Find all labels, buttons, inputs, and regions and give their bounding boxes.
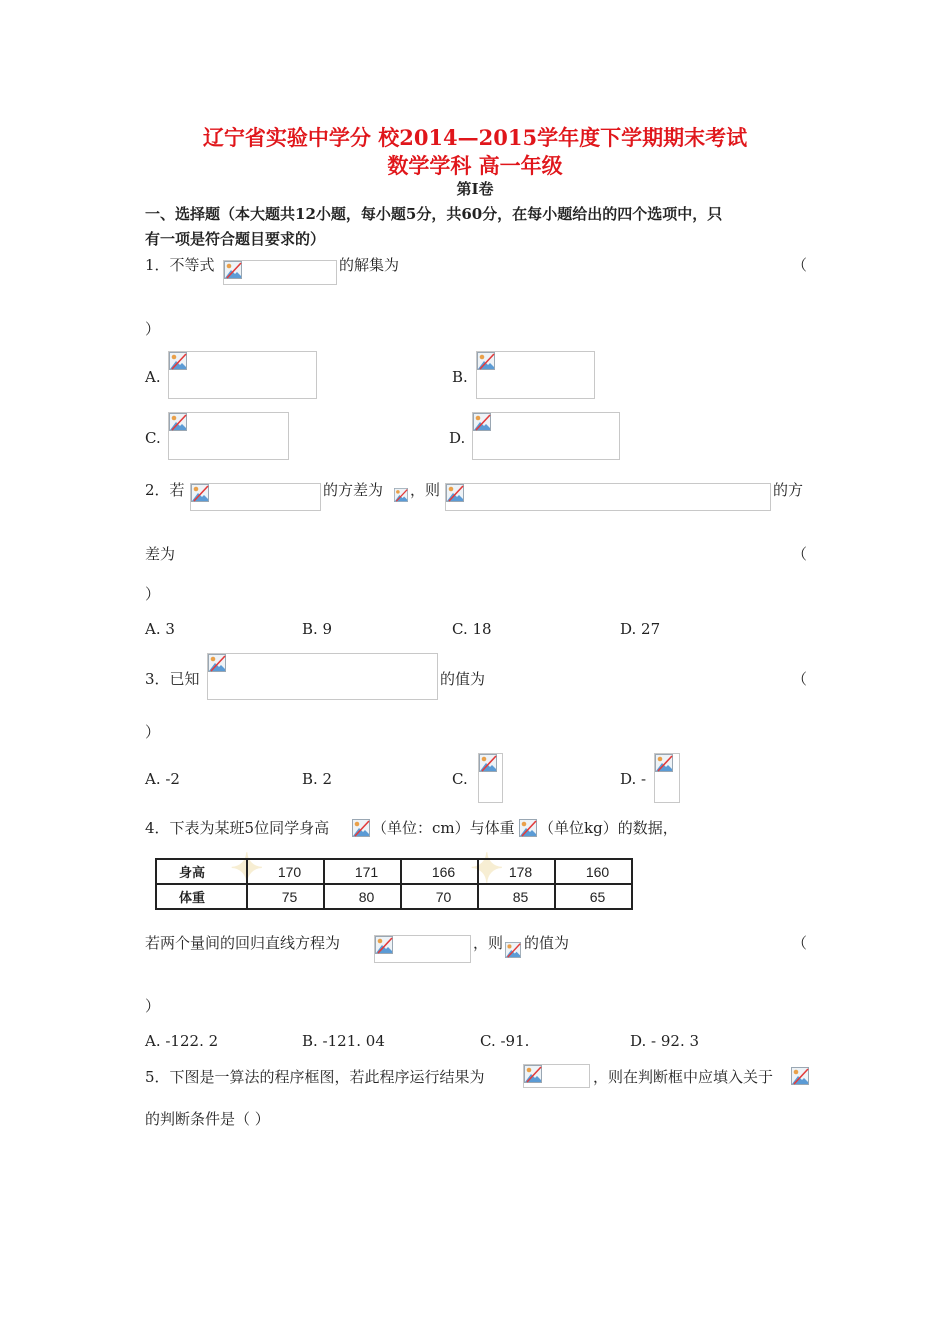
q2-left-paren: （: [792, 545, 808, 563]
table-row: [156, 859, 632, 884]
q4-text-6: 的值为: [524, 934, 570, 952]
broken-image-icon: [505, 942, 521, 958]
q2-mid1: 的方差为: [323, 481, 384, 499]
q1-option-b-image: [476, 351, 595, 399]
table-cell: 166: [401, 859, 478, 884]
q3-right-paren: ）: [145, 723, 161, 741]
broken-image-icon: [477, 352, 495, 370]
table-cell: 身高: [156, 859, 247, 884]
q2-option-d: D. 27: [620, 620, 661, 638]
q1-prefix: 1．不等式: [145, 256, 215, 274]
broken-image-icon: [791, 1067, 809, 1085]
section-instructions-2: 有一项是符合题目要求的）: [145, 230, 326, 248]
section-instructions-1: 一、选择题（本大题共12小题，每小题5分，共60分，在每小题给出的四个选项中，只: [145, 205, 723, 223]
q4-weight-var-image: [519, 819, 537, 837]
table-cell: 178: [478, 859, 555, 884]
q4-text-2: （单位：cm）与体重: [372, 819, 515, 837]
q3-option-c-label: C.: [452, 770, 468, 788]
q2-option-a: A. 3: [145, 620, 175, 638]
q4-text-1: 4．下表为某班5位同学身高: [145, 819, 330, 837]
broken-image-icon: [191, 484, 209, 502]
volume-label: 第Ⅰ卷: [456, 180, 494, 198]
broken-image-icon: [224, 261, 242, 279]
q4-text-4: 若两个量间的回归直线方程为: [145, 934, 341, 952]
q3-option-b: B. 2: [302, 770, 333, 788]
q2-data-image: [190, 483, 321, 511]
q5-result-image: [523, 1064, 590, 1088]
q2-option-b: B. 9: [302, 620, 333, 638]
table-cell: 171: [324, 859, 401, 884]
table-row: [156, 884, 632, 909]
q1-option-a-label: A.: [145, 368, 161, 386]
q5-var-image: [791, 1067, 809, 1085]
broken-image-icon: [169, 413, 187, 431]
q4-option-b: B. -121. 04: [302, 1032, 385, 1050]
broken-image-icon: [479, 754, 497, 772]
q1-option-c-image: [168, 412, 289, 460]
q1-left-paren: （: [792, 256, 808, 274]
table-cell: 85: [478, 884, 555, 909]
watermark: ✦: [230, 845, 264, 892]
q1-inequality-image: [223, 260, 337, 285]
q2-right-paren: ）: [145, 585, 161, 603]
table-cell: 170: [247, 859, 324, 884]
q3-option-d-label: D. -: [620, 770, 647, 788]
broken-image-icon: [524, 1065, 542, 1083]
exam-title: 辽宁省实验中学分 校2014—2015学年度下学期期末考试: [202, 125, 748, 150]
q3-left-paren: （: [792, 670, 808, 688]
q3-option-d-image: [654, 753, 680, 803]
table-cell: 体重: [156, 884, 247, 909]
broken-image-icon: [375, 936, 393, 954]
q3-option-c-image: [478, 753, 503, 803]
q4-text-3: （单位kg）的数据，: [539, 819, 678, 837]
q3-prefix: 3．已知: [145, 670, 200, 688]
watermark: ✦: [470, 845, 504, 892]
q2-continuation: 差为: [145, 545, 176, 563]
q4-option-a: A. -122. 2: [145, 1032, 219, 1050]
table-cell: 75: [247, 884, 324, 909]
q1-option-a-image: [168, 351, 317, 399]
q1-suffix: 的解集为: [339, 256, 400, 274]
broken-image-icon: [169, 352, 187, 370]
q4-right-paren: ）: [145, 997, 161, 1015]
q4-left-paren: （: [792, 934, 808, 952]
table-cell: 65: [555, 884, 632, 909]
q2-mid2: ，则: [410, 481, 441, 499]
q4-regression-image: [374, 935, 471, 963]
q2-transformed-data-image: [445, 483, 771, 511]
q4-option-c: C. -91.: [480, 1032, 530, 1050]
broken-image-icon: [208, 654, 226, 672]
q1-option-d-label: D.: [449, 429, 466, 447]
table-cell: 80: [324, 884, 401, 909]
broken-image-icon: [394, 488, 408, 502]
exam-subtitle: 数学学科 高一年级: [387, 153, 563, 178]
q3-option-a: A. -2: [145, 770, 180, 788]
broken-image-icon: [655, 754, 673, 772]
q1-right-paren: ）: [145, 320, 161, 338]
q4-option-d: D. - 92. 3: [630, 1032, 700, 1050]
height-weight-table: [155, 858, 633, 910]
q5-text-1: 5．下图是一算法的程序框图，若此程序运行结果为: [145, 1068, 485, 1086]
q1-option-c-label: C.: [145, 429, 161, 447]
broken-image-icon: [352, 819, 370, 837]
q1-option-d-image: [472, 412, 620, 460]
q2-prefix: 2．若: [145, 481, 185, 499]
q4-param-image: [505, 940, 523, 960]
q4-height-var-image: [352, 819, 370, 837]
q2-suffix: 的方: [773, 481, 804, 499]
q3-condition-image: [207, 653, 438, 700]
broken-image-icon: [519, 819, 537, 837]
q2-variance-image: [394, 486, 410, 506]
broken-image-icon: [446, 484, 464, 502]
q3-suffix: 的值为: [440, 670, 486, 688]
broken-image-icon: [473, 413, 491, 431]
q5-text-3: 的判断条件是（ ）: [145, 1110, 270, 1128]
table-cell: 160: [555, 859, 632, 884]
table-cell: 70: [401, 884, 478, 909]
q4-text-5: ，则: [473, 934, 504, 952]
q2-option-c: C. 18: [452, 620, 492, 638]
q1-option-b-label: B.: [452, 368, 468, 386]
q5-text-2: ，则在判断框中应填入关于: [593, 1068, 774, 1086]
